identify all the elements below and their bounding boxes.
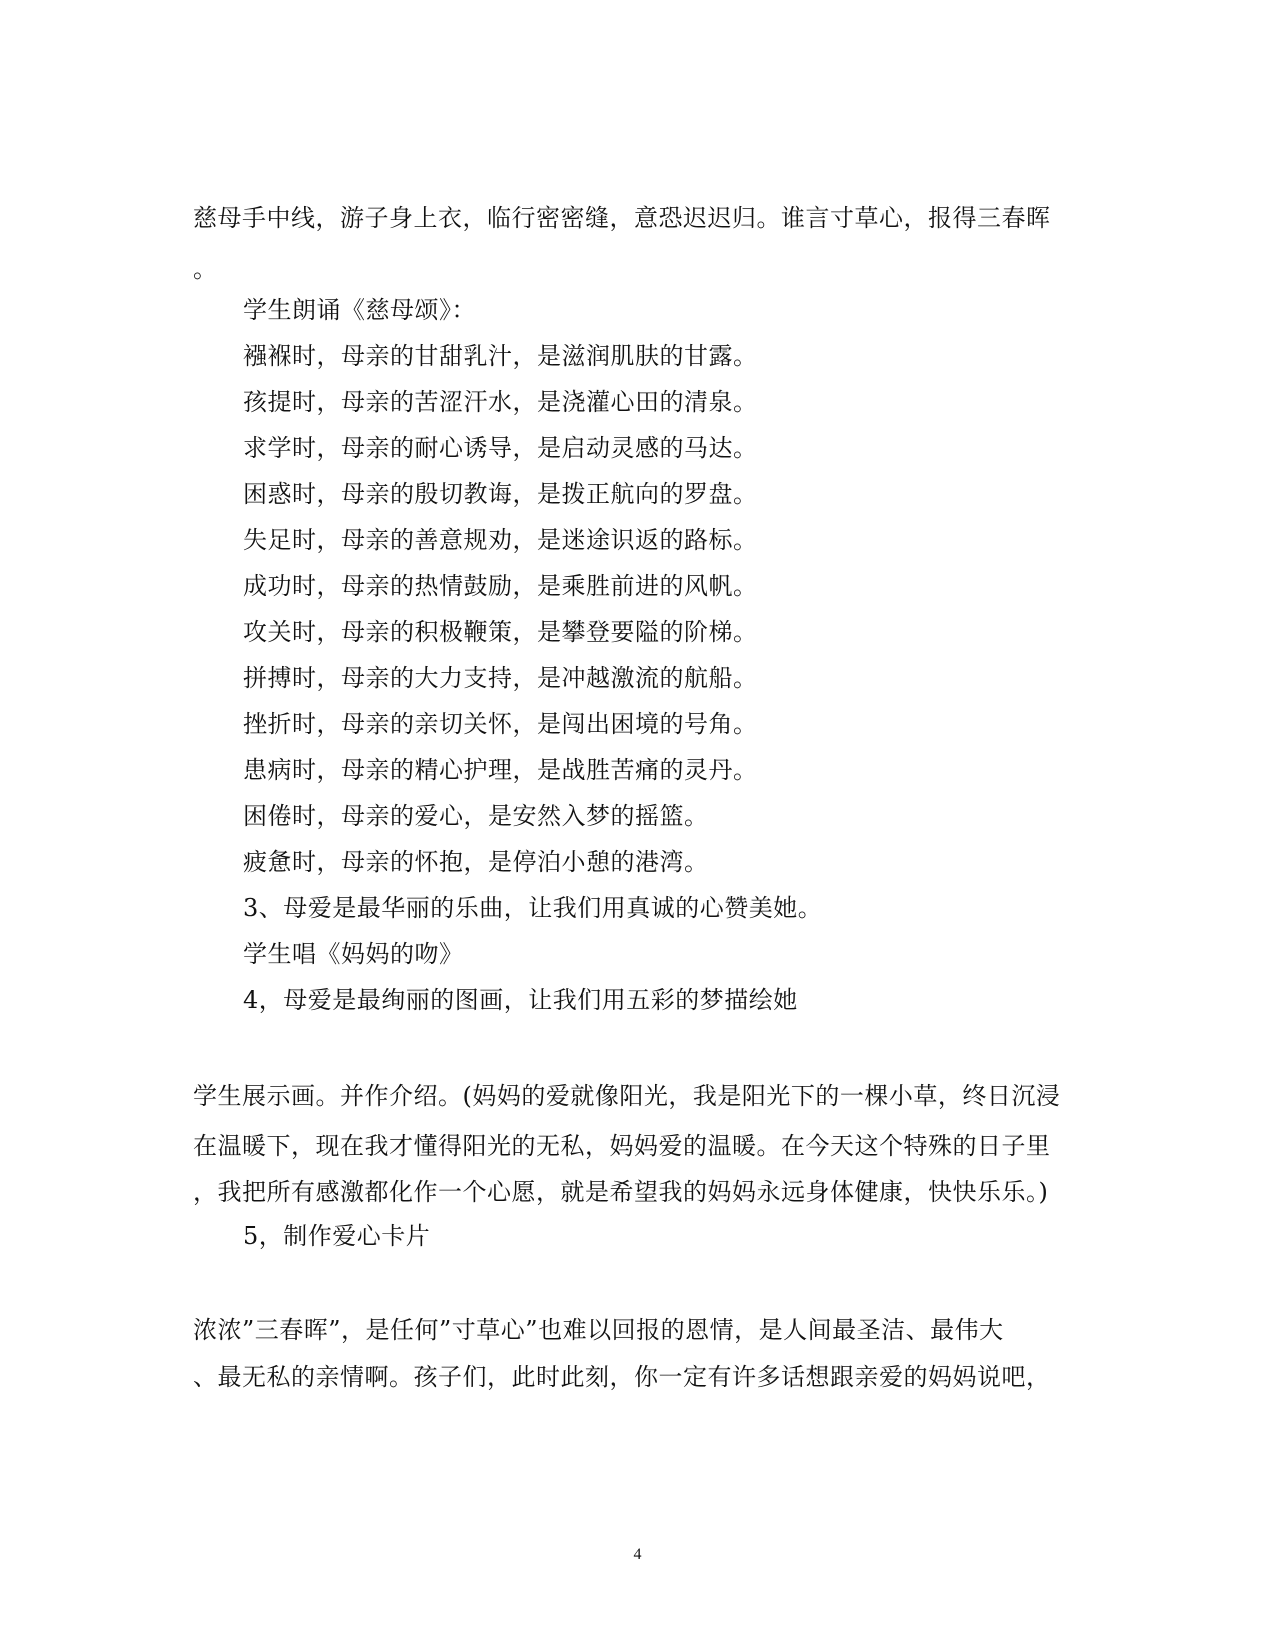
section-5-paragraph-line: 浓浓”三春晖”，是任何”寸草心”也难以回报的恩情，是人间最圣洁、最伟大 (193, 1316, 1004, 1344)
recital-line: 困惑时，母亲的殷切教诲，是拨正航向的罗盘。 (243, 480, 758, 508)
recital-line: 拼搏时，母亲的大力支持，是冲越激流的航船。 (243, 664, 758, 692)
recital-line: 攻关时，母亲的积极鞭策，是攀登要隘的阶梯。 (243, 618, 758, 646)
recital-line: 求学时，母亲的耐心诱导，是启动灵感的马达。 (243, 434, 758, 462)
recital-line: 挫折时，母亲的亲切关怀，是闯出困境的号角。 (243, 710, 758, 738)
recital-line: 困倦时，母亲的爱心，是安然入梦的摇篮。 (243, 802, 709, 830)
recital-line: 患病时，母亲的精心护理，是战胜苦痛的灵丹。 (243, 756, 758, 784)
poem-line-end: 。 (193, 255, 218, 283)
section-3-activity: 学生唱《妈妈的吻》 (243, 940, 464, 968)
poem-line: 慈母手中线，游子身上衣，临行密密缝，意恐迟迟归。谁言寸草心，报得三春晖 (193, 204, 1051, 232)
recital-line: 襁褓时，母亲的甘甜乳汁，是滋润肌肤的甘露。 (243, 342, 758, 370)
section-4-paragraph-line: ，我把所有感激都化作一个心愿，就是希望我的妈妈永远身体健康，快快乐乐。) (193, 1178, 1049, 1206)
section-5-paragraph-line: 、最无私的亲情啊。孩子们，此时此刻，你一定有许多话想跟亲爱的妈妈说吧， (193, 1363, 1051, 1391)
recital-heading: 学生朗诵《慈母颂》： (243, 296, 476, 324)
section-5-title: 5，制作爱心卡片 (243, 1222, 431, 1250)
section-4-title: 4，母爱是最绚丽的图画，让我们用五彩的梦描绘她 (243, 986, 798, 1014)
recital-line: 失足时，母亲的善意规劝，是迷途识返的路标。 (243, 526, 758, 554)
section-4-paragraph-line: 学生展示画。并作介绍。(妈妈的爱就像阳光，我是阳光下的一棵小草，终日沉浸 (193, 1082, 1061, 1110)
page-number: 4 (633, 1546, 642, 1563)
section-3-title: 3、母爱是最华丽的乐曲，让我们用真诚的心赞美她。 (243, 894, 823, 922)
recital-line: 疲惫时，母亲的怀抱，是停泊小憩的港湾。 (243, 848, 709, 876)
recital-line: 成功时，母亲的热情鼓励，是乘胜前进的风帆。 (243, 572, 758, 600)
recital-line: 孩提时，母亲的苦涩汗水，是浇灌心田的清泉。 (243, 388, 758, 416)
section-4-paragraph-line: 在温暖下，现在我才懂得阳光的无私，妈妈爱的温暖。在今天这个特殊的日子里 (193, 1132, 1051, 1160)
